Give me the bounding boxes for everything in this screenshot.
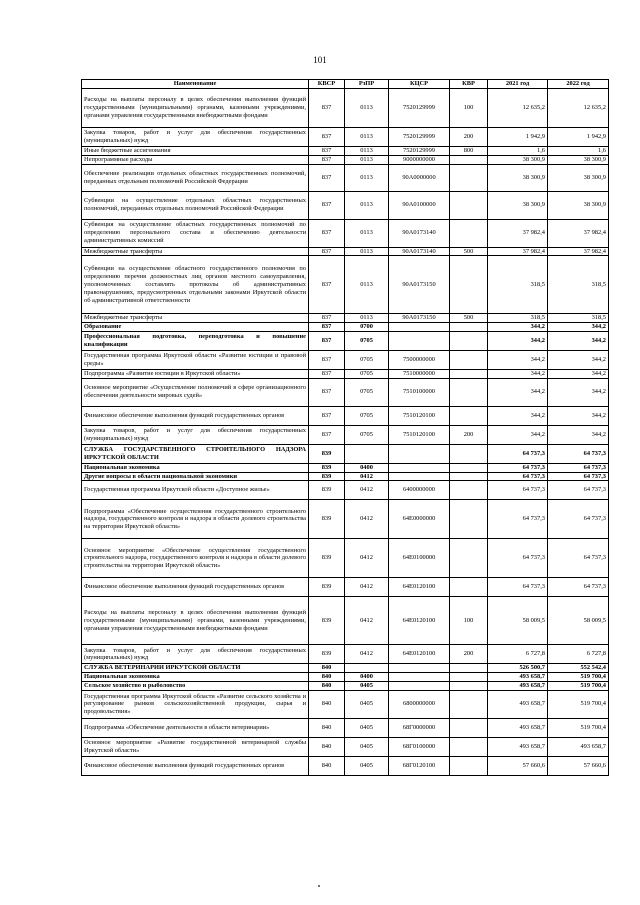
row-2021-cell: 318,5 bbox=[488, 314, 548, 323]
row-name-cell: Субвенции на осуществление областного государственного полномочия по определению перечня должностных лиц органов местного самоуправления, уполномоченных составлять протоколы об административных правонарушениях, предусмотренных отдельными законами Иркутской области об административной ответственности bbox=[82, 256, 309, 314]
row-kvr-cell bbox=[450, 472, 488, 481]
row-kvr-cell bbox=[450, 737, 488, 756]
row-name-cell: Закупка товаров, работ и услуг для обеспечения государственных (муниципальных) нужд bbox=[82, 425, 309, 444]
row-kvr-cell: 100 bbox=[450, 597, 488, 645]
row-kvr-cell: 200 bbox=[450, 645, 488, 664]
row-2021-cell: 12 635,2 bbox=[488, 89, 548, 128]
table-row bbox=[82, 314, 609, 323]
row-2022-cell: 344,2 bbox=[548, 331, 609, 350]
table-row bbox=[82, 331, 609, 350]
table-header-row bbox=[82, 80, 609, 89]
row-kcsr-cell: 6800000000 bbox=[389, 690, 450, 718]
row-kvsr-cell: 840 bbox=[309, 756, 345, 775]
row-kvsr-cell: 840 bbox=[309, 681, 345, 690]
row-name-cell: Межбюджетные трансферты bbox=[82, 314, 309, 323]
row-2022-cell: 519 700,4 bbox=[548, 718, 609, 737]
row-rzpr-cell: 0113 bbox=[345, 147, 389, 156]
row-kcsr-cell: 7510120100 bbox=[389, 406, 450, 425]
table-row bbox=[82, 256, 609, 314]
row-kvsr-cell: 837 bbox=[309, 425, 345, 444]
row-2022-cell: 344,2 bbox=[548, 323, 609, 332]
table-row bbox=[82, 578, 609, 597]
row-rzpr-cell: 0412 bbox=[345, 539, 389, 578]
row-kvr-cell bbox=[450, 664, 488, 673]
table-row bbox=[82, 681, 609, 690]
row-kcsr-cell: 6400000000 bbox=[389, 481, 450, 500]
row-kcsr-cell bbox=[389, 331, 450, 350]
row-2022-cell: 318,5 bbox=[548, 314, 609, 323]
row-2021-cell: 344,2 bbox=[488, 406, 548, 425]
row-kvsr-cell: 837 bbox=[309, 128, 345, 147]
row-kvr-cell bbox=[450, 718, 488, 737]
row-kvsr-cell: 839 bbox=[309, 539, 345, 578]
row-name-cell: СЛУЖБА ВЕТЕРИНАРИИ ИРКУТСКОЙ ОБЛАСТИ bbox=[82, 664, 309, 673]
row-2022-cell: 64 737,3 bbox=[548, 539, 609, 578]
row-rzpr-cell: 0405 bbox=[345, 690, 389, 718]
table-row bbox=[82, 718, 609, 737]
row-kcsr-cell: 7510120100 bbox=[389, 425, 450, 444]
table-row bbox=[82, 481, 609, 500]
row-rzpr-cell: 0405 bbox=[345, 737, 389, 756]
header-2022: 2022 год bbox=[548, 80, 609, 89]
row-2022-cell: 318,5 bbox=[548, 256, 609, 314]
table-row bbox=[82, 425, 609, 444]
row-2021-cell: 318,5 bbox=[488, 256, 548, 314]
table-row bbox=[82, 597, 609, 645]
row-rzpr-cell: 0705 bbox=[345, 369, 389, 378]
row-2021-cell: 38 300,9 bbox=[488, 155, 548, 164]
row-rzpr-cell: 0113 bbox=[345, 219, 389, 247]
table-row bbox=[82, 378, 609, 406]
row-2021-cell: 64 737,3 bbox=[488, 444, 548, 463]
row-kvsr-cell: 839 bbox=[309, 444, 345, 463]
row-2021-cell: 1,6 bbox=[488, 147, 548, 156]
row-name-cell: Финансовое обеспечение выполнения функций государственных органов bbox=[82, 406, 309, 425]
row-2022-cell: 64 737,3 bbox=[548, 500, 609, 539]
row-kvsr-cell: 837 bbox=[309, 406, 345, 425]
row-kvsr-cell: 839 bbox=[309, 472, 345, 481]
row-rzpr-cell: 0705 bbox=[345, 406, 389, 425]
row-name-cell: Основное мероприятие «Обеспечение осуществления государственного строительного надзора, государственного контроля и надзора в области долевого строительства на территории Иркутской области» bbox=[82, 539, 309, 578]
row-2021-cell: 57 660,6 bbox=[488, 756, 548, 775]
row-kvsr-cell: 837 bbox=[309, 378, 345, 406]
row-rzpr-cell bbox=[345, 664, 389, 673]
row-kvsr-cell: 839 bbox=[309, 645, 345, 664]
table-row bbox=[82, 756, 609, 775]
table-row bbox=[82, 737, 609, 756]
row-name-cell: Профессиональная подготовка, переподготовка и повышение квалификации bbox=[82, 331, 309, 350]
row-name-cell: Иные бюджетные ассигнования bbox=[82, 147, 309, 156]
row-kvr-cell bbox=[450, 331, 488, 350]
table-row bbox=[82, 472, 609, 481]
row-2022-cell: 58 009,5 bbox=[548, 597, 609, 645]
row-kvsr-cell: 837 bbox=[309, 147, 345, 156]
row-kvr-cell bbox=[450, 500, 488, 539]
row-kcsr-cell bbox=[389, 664, 450, 673]
row-kvsr-cell: 837 bbox=[309, 191, 345, 219]
row-2022-cell: 12 635,2 bbox=[548, 89, 609, 128]
row-kcsr-cell: 64Е0120100 bbox=[389, 597, 450, 645]
row-2021-cell: 344,2 bbox=[488, 378, 548, 406]
row-name-cell: Подпрограмма «Обеспечение деятельности в области ветеринарии» bbox=[82, 718, 309, 737]
table-row bbox=[82, 323, 609, 332]
row-rzpr-cell: 0113 bbox=[345, 191, 389, 219]
row-rzpr-cell: 0412 bbox=[345, 645, 389, 664]
row-2021-cell: 493 658,7 bbox=[488, 690, 548, 718]
row-kcsr-cell: 9000000000 bbox=[389, 155, 450, 164]
header-rzpr: РзПР bbox=[345, 80, 389, 89]
row-2021-cell: 37 982,4 bbox=[488, 247, 548, 256]
row-name-cell: Сельское хозяйство и рыболовство bbox=[82, 681, 309, 690]
row-kvsr-cell: 839 bbox=[309, 597, 345, 645]
row-rzpr-cell: 0113 bbox=[345, 247, 389, 256]
row-2021-cell: 38 300,9 bbox=[488, 191, 548, 219]
row-2022-cell: 344,2 bbox=[548, 425, 609, 444]
table-row bbox=[82, 89, 609, 128]
table-row bbox=[82, 369, 609, 378]
row-kcsr-cell bbox=[389, 673, 450, 682]
row-kcsr-cell bbox=[389, 463, 450, 472]
row-2022-cell: 38 300,9 bbox=[548, 155, 609, 164]
page-number: 101 bbox=[313, 55, 327, 65]
row-kcsr-cell: 64Е0100000 bbox=[389, 539, 450, 578]
row-name-cell: Субвенция на осуществление областных государственных полномочий по определению персонального состава и обеспечению деятельности административных комиссий bbox=[82, 219, 309, 247]
table-row bbox=[82, 155, 609, 164]
row-kvsr-cell: 837 bbox=[309, 89, 345, 128]
row-2021-cell: 64 737,3 bbox=[488, 472, 548, 481]
budget-table bbox=[81, 79, 609, 776]
row-name-cell: Подпрограмма «Развитие юстиции в Иркутской области» bbox=[82, 369, 309, 378]
row-kvsr-cell: 837 bbox=[309, 219, 345, 247]
header-kcsr: КЦСР bbox=[389, 80, 450, 89]
table-row bbox=[82, 539, 609, 578]
row-rzpr-cell: 0113 bbox=[345, 89, 389, 128]
row-2022-cell: 1,6 bbox=[548, 147, 609, 156]
row-2021-cell: 493 658,7 bbox=[488, 718, 548, 737]
row-2021-cell: 58 009,5 bbox=[488, 597, 548, 645]
row-kcsr-cell: 7520129999 bbox=[389, 147, 450, 156]
row-2022-cell: 519 700,4 bbox=[548, 681, 609, 690]
row-kvr-cell: 800 bbox=[450, 147, 488, 156]
table-row bbox=[82, 673, 609, 682]
row-2022-cell: 57 660,6 bbox=[548, 756, 609, 775]
row-kcsr-cell: 64Е0000000 bbox=[389, 500, 450, 539]
row-rzpr-cell: 0705 bbox=[345, 331, 389, 350]
row-rzpr-cell bbox=[345, 444, 389, 463]
row-kvsr-cell: 837 bbox=[309, 323, 345, 332]
row-name-cell: Подпрограмма «Обеспечение осуществления государственного строительного надзора, государственного контроля и надзора в области долевого строительства на территории Иркутской области» bbox=[82, 500, 309, 539]
row-kvr-cell bbox=[450, 539, 488, 578]
row-kcsr-cell: 90А0173140 bbox=[389, 247, 450, 256]
row-kcsr-cell bbox=[389, 472, 450, 481]
row-kcsr-cell: 7520129999 bbox=[389, 89, 450, 128]
row-kcsr-cell: 68Г0000000 bbox=[389, 718, 450, 737]
row-name-cell: Национальная экономика bbox=[82, 673, 309, 682]
row-2021-cell: 64 737,3 bbox=[488, 539, 548, 578]
row-kcsr-cell: 7520129999 bbox=[389, 128, 450, 147]
row-name-cell: Другие вопросы в области национальной экономики bbox=[82, 472, 309, 481]
row-name-cell: Закупка товаров, работ и услуг для обеспечения государственных (муниципальных) нужд bbox=[82, 645, 309, 664]
row-kvr-cell bbox=[450, 369, 488, 378]
row-kcsr-cell: 64Е0120100 bbox=[389, 645, 450, 664]
table-row bbox=[82, 164, 609, 191]
row-2021-cell: 493 658,7 bbox=[488, 673, 548, 682]
row-kvr-cell: 200 bbox=[450, 128, 488, 147]
row-2022-cell: 552 542,4 bbox=[548, 664, 609, 673]
row-rzpr-cell: 0705 bbox=[345, 350, 389, 369]
row-2021-cell: 344,2 bbox=[488, 369, 548, 378]
row-name-cell: Национальная экономика bbox=[82, 463, 309, 472]
row-name-cell: Расходы на выплаты персоналу в целях обеспечения выполнения функций государственными (муниципальными) органами, казенными учреждениями, органами управления государственными внебюджетными фондами bbox=[82, 597, 309, 645]
row-name-cell: Обеспечение реализации отдельных областных государственных полномочий, переданных отдельным полномочий Российской Федерации bbox=[82, 164, 309, 191]
row-kvr-cell bbox=[450, 155, 488, 164]
row-2022-cell: 38 300,9 bbox=[548, 164, 609, 191]
row-kvr-cell: 500 bbox=[450, 314, 488, 323]
row-kvsr-cell: 837 bbox=[309, 256, 345, 314]
scan-mark bbox=[318, 885, 320, 887]
row-rzpr-cell: 0405 bbox=[345, 681, 389, 690]
row-2022-cell: 64 737,3 bbox=[548, 472, 609, 481]
row-rzpr-cell: 0400 bbox=[345, 463, 389, 472]
row-kvsr-cell: 839 bbox=[309, 463, 345, 472]
row-2022-cell: 37 982,4 bbox=[548, 219, 609, 247]
row-name-cell: Непрограммные расходы bbox=[82, 155, 309, 164]
header-kvr: КВР bbox=[450, 80, 488, 89]
row-kvsr-cell: 837 bbox=[309, 369, 345, 378]
row-kvsr-cell: 837 bbox=[309, 331, 345, 350]
row-name-cell: Образование bbox=[82, 323, 309, 332]
row-name-cell: Государственная программа Иркутской области «Развитие юстиции и правовой среды» bbox=[82, 350, 309, 369]
row-kvr-cell bbox=[450, 463, 488, 472]
row-2021-cell: 37 982,4 bbox=[488, 219, 548, 247]
row-kcsr-cell: 7510000000 bbox=[389, 369, 450, 378]
row-kcsr-cell: 90А0100000 bbox=[389, 191, 450, 219]
table-row bbox=[82, 664, 609, 673]
row-rzpr-cell: 0412 bbox=[345, 481, 389, 500]
row-rzpr-cell: 0705 bbox=[345, 425, 389, 444]
row-2022-cell: 344,2 bbox=[548, 369, 609, 378]
table-row bbox=[82, 500, 609, 539]
row-kvr-cell bbox=[450, 219, 488, 247]
header-kvsr: КВСР bbox=[309, 80, 345, 89]
row-2021-cell: 64 737,3 bbox=[488, 578, 548, 597]
row-2021-cell: 344,2 bbox=[488, 323, 548, 332]
row-2022-cell: 519 700,4 bbox=[548, 673, 609, 682]
row-2022-cell: 37 982,4 bbox=[548, 247, 609, 256]
row-rzpr-cell: 0113 bbox=[345, 128, 389, 147]
row-kcsr-cell bbox=[389, 444, 450, 463]
row-2022-cell: 6 727,8 bbox=[548, 645, 609, 664]
table-row bbox=[82, 645, 609, 664]
row-kvr-cell: 100 bbox=[450, 89, 488, 128]
row-2021-cell: 64 737,3 bbox=[488, 463, 548, 472]
table-row bbox=[82, 128, 609, 147]
row-rzpr-cell: 0113 bbox=[345, 164, 389, 191]
row-kcsr-cell: 68Г0120100 bbox=[389, 756, 450, 775]
row-rzpr-cell: 0412 bbox=[345, 472, 389, 481]
row-kvsr-cell: 839 bbox=[309, 481, 345, 500]
row-2022-cell: 64 737,3 bbox=[548, 481, 609, 500]
row-2022-cell: 1 942,9 bbox=[548, 128, 609, 147]
row-kvr-cell bbox=[450, 191, 488, 219]
row-kcsr-cell: 68Г0100000 bbox=[389, 737, 450, 756]
row-kcsr-cell: 90А0173140 bbox=[389, 219, 450, 247]
row-2021-cell: 1 942,9 bbox=[488, 128, 548, 147]
table-row bbox=[82, 444, 609, 463]
row-kvr-cell bbox=[450, 690, 488, 718]
row-name-cell: Субвенции на осуществление отдельных областных государственных полномочий, переданных отдельных полномочий Российской Федерации bbox=[82, 191, 309, 219]
row-name-cell: СЛУЖБА ГОСУДАРСТВЕННОГО СТРОИТЕЛЬНОГО НАДЗОРА ИРКУТСКОЙ ОБЛАСТИ bbox=[82, 444, 309, 463]
row-2022-cell: 38 300,9 bbox=[548, 191, 609, 219]
row-2021-cell: 38 300,9 bbox=[488, 164, 548, 191]
table-row bbox=[82, 219, 609, 247]
row-kvr-cell bbox=[450, 323, 488, 332]
row-kvsr-cell: 837 bbox=[309, 350, 345, 369]
row-kvsr-cell: 840 bbox=[309, 718, 345, 737]
row-kvsr-cell: 840 bbox=[309, 664, 345, 673]
header-name: Наименование bbox=[82, 80, 309, 89]
row-rzpr-cell: 0412 bbox=[345, 578, 389, 597]
row-2021-cell: 344,2 bbox=[488, 350, 548, 369]
row-kvr-cell: 200 bbox=[450, 425, 488, 444]
row-name-cell: Межбюджетные трансферты bbox=[82, 247, 309, 256]
row-kvsr-cell: 840 bbox=[309, 690, 345, 718]
row-name-cell: Основное мероприятие «Развитие государственной ветеринарной службы Иркутской области» bbox=[82, 737, 309, 756]
row-name-cell: Государственная программа Иркутской области «Доступное жилье» bbox=[82, 481, 309, 500]
row-2021-cell: 493 658,7 bbox=[488, 681, 548, 690]
row-kcsr-cell: 90А0173150 bbox=[389, 314, 450, 323]
row-2022-cell: 344,2 bbox=[548, 350, 609, 369]
row-rzpr-cell: 0400 bbox=[345, 673, 389, 682]
row-kvr-cell bbox=[450, 444, 488, 463]
table-body bbox=[82, 89, 609, 776]
row-2021-cell: 64 737,3 bbox=[488, 481, 548, 500]
row-kcsr-cell: 7510100000 bbox=[389, 378, 450, 406]
row-kcsr-cell: 90А0000000 bbox=[389, 164, 450, 191]
row-kvsr-cell: 837 bbox=[309, 164, 345, 191]
table-row bbox=[82, 350, 609, 369]
table-row bbox=[82, 463, 609, 472]
row-rzpr-cell: 0700 bbox=[345, 323, 389, 332]
header-2021: 2021 год bbox=[488, 80, 548, 89]
row-kvsr-cell: 839 bbox=[309, 578, 345, 597]
row-kvsr-cell: 837 bbox=[309, 314, 345, 323]
row-name-cell: Основное мероприятие «Осуществление полномочий в сфере организационного обеспечения деятельности мировых судей» bbox=[82, 378, 309, 406]
row-kvsr-cell: 837 bbox=[309, 155, 345, 164]
row-2021-cell: 526 500,7 bbox=[488, 664, 548, 673]
table-row bbox=[82, 191, 609, 219]
row-kvsr-cell: 840 bbox=[309, 673, 345, 682]
row-kvr-cell bbox=[450, 673, 488, 682]
table-row bbox=[82, 690, 609, 718]
row-kvr-cell bbox=[450, 256, 488, 314]
row-kvsr-cell: 840 bbox=[309, 737, 345, 756]
row-2021-cell: 344,2 bbox=[488, 425, 548, 444]
row-2021-cell: 6 727,8 bbox=[488, 645, 548, 664]
row-2021-cell: 344,2 bbox=[488, 331, 548, 350]
row-rzpr-cell: 0113 bbox=[345, 155, 389, 164]
row-kvr-cell bbox=[450, 756, 488, 775]
row-rzpr-cell: 0113 bbox=[345, 314, 389, 323]
row-kvsr-cell: 839 bbox=[309, 500, 345, 539]
row-kvr-cell bbox=[450, 681, 488, 690]
row-2021-cell: 493 658,7 bbox=[488, 737, 548, 756]
table-row bbox=[82, 147, 609, 156]
row-kvr-cell: 500 bbox=[450, 247, 488, 256]
row-kvr-cell bbox=[450, 350, 488, 369]
row-rzpr-cell: 0113 bbox=[345, 256, 389, 314]
row-kvsr-cell: 837 bbox=[309, 247, 345, 256]
row-kvr-cell bbox=[450, 578, 488, 597]
row-kvr-cell bbox=[450, 164, 488, 191]
row-kcsr-cell: 90А0173150 bbox=[389, 256, 450, 314]
row-kvr-cell bbox=[450, 378, 488, 406]
row-2021-cell: 64 737,3 bbox=[488, 500, 548, 539]
row-name-cell: Финансовое обеспечение выполнения функций государственных органов bbox=[82, 756, 309, 775]
row-name-cell: Финансовое обеспечение выполнения функций государственных органов bbox=[82, 578, 309, 597]
row-2022-cell: 64 737,3 bbox=[548, 463, 609, 472]
row-kcsr-cell bbox=[389, 681, 450, 690]
row-rzpr-cell: 0405 bbox=[345, 718, 389, 737]
row-2022-cell: 344,2 bbox=[548, 378, 609, 406]
table-row bbox=[82, 247, 609, 256]
row-2022-cell: 64 737,3 bbox=[548, 444, 609, 463]
row-2022-cell: 64 737,3 bbox=[548, 578, 609, 597]
row-rzpr-cell: 0412 bbox=[345, 597, 389, 645]
row-rzpr-cell: 0412 bbox=[345, 500, 389, 539]
row-2022-cell: 493 658,7 bbox=[548, 737, 609, 756]
row-kcsr-cell bbox=[389, 323, 450, 332]
row-name-cell: Государственная программа Иркутской области «Развитие сельского хозяйства и регулирование рынков сельскохозяйственной продукции, сырья и продовольствия» bbox=[82, 690, 309, 718]
row-kcsr-cell: 64Е0120100 bbox=[389, 578, 450, 597]
row-2022-cell: 519 700,4 bbox=[548, 690, 609, 718]
row-kcsr-cell: 7500000000 bbox=[389, 350, 450, 369]
row-name-cell: Закупка товаров, работ и услуг для обеспечения государственных (муниципальных) нужд bbox=[82, 128, 309, 147]
row-rzpr-cell: 0705 bbox=[345, 378, 389, 406]
row-name-cell: Расходы на выплаты персоналу в целях обеспечения выполнения функций государственными (муниципальными) органами, казенными учреждениями, органами управления государственными внебюджетными фондами bbox=[82, 89, 309, 128]
row-kvr-cell bbox=[450, 406, 488, 425]
row-2022-cell: 344,2 bbox=[548, 406, 609, 425]
row-rzpr-cell: 0405 bbox=[345, 756, 389, 775]
table-row bbox=[82, 406, 609, 425]
row-kvr-cell bbox=[450, 481, 488, 500]
